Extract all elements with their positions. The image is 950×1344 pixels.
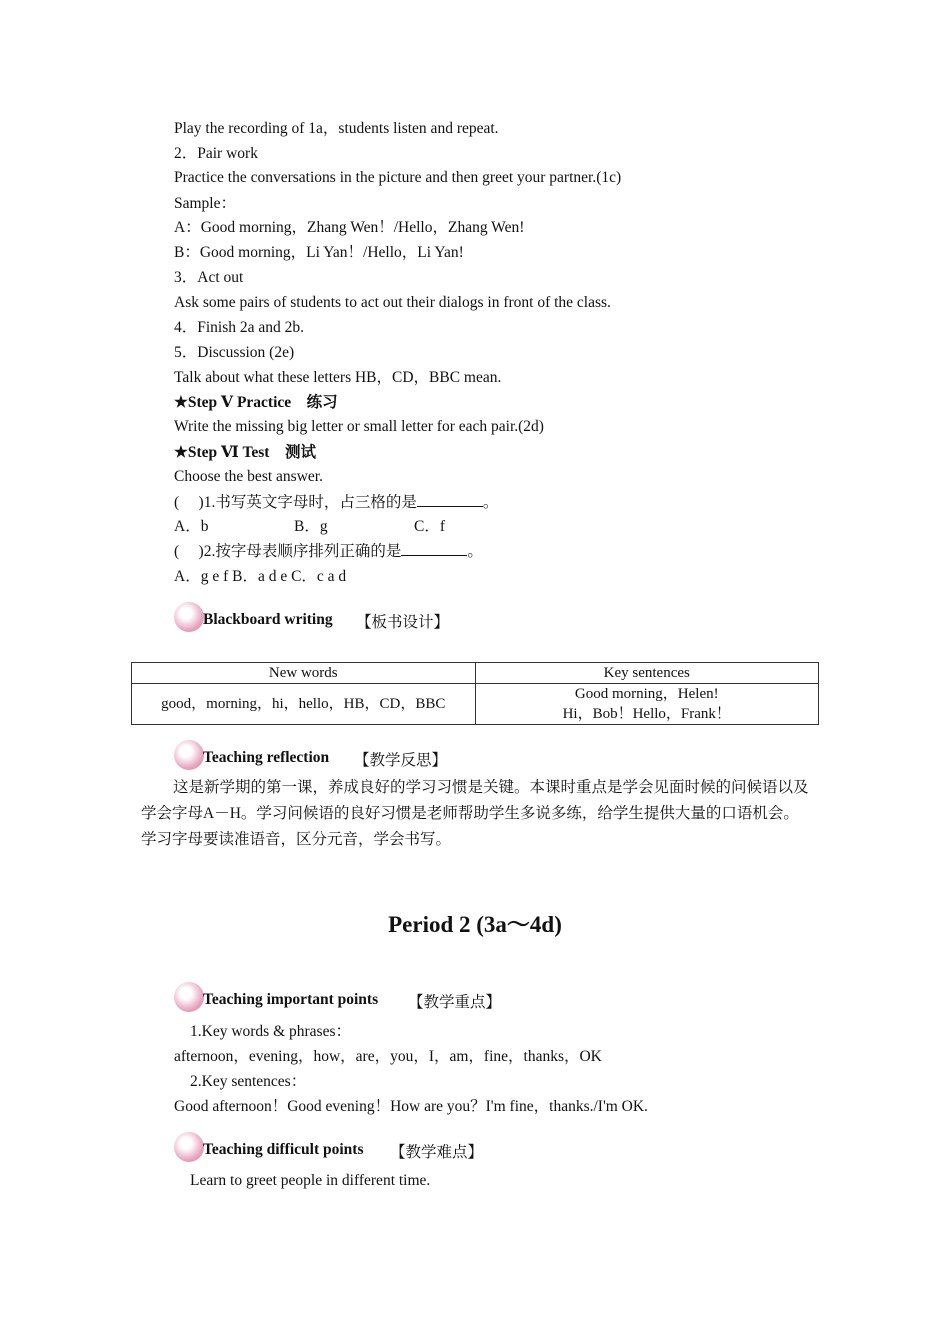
step-v-title: ★Step Ⅴ Practice 练习 — [174, 394, 338, 411]
key-sentences-list: Good afternoon！Good evening！How are you？I'm fine，thanks./I'm OK. — [174, 1098, 648, 1115]
pink-bullet-icon — [174, 1132, 204, 1162]
difficult-points-text: Learn to greet people in different time. — [190, 1172, 431, 1189]
section-title-cn: 【板书设计】 — [356, 614, 450, 631]
key-sentences-label: 2.Key sentences： — [190, 1073, 307, 1090]
section-title: Teaching important points — [203, 991, 379, 1008]
key-words-label: 1.Key words & phrases： — [190, 1023, 352, 1040]
sample-line-b: B：Good morning，Li Yan！/Hello，Li Yan! — [174, 244, 464, 261]
act-out-heading: 3．Act out — [174, 269, 244, 286]
table-header-new-words: New words — [132, 663, 476, 684]
section-title: Teaching difficult points — [203, 1141, 364, 1158]
discussion-heading: 5．Discussion (2e) — [174, 344, 295, 361]
section-title-cn: 【教学难点】 — [390, 1144, 484, 1161]
question-1-end: 。 — [482, 494, 499, 511]
table-cell-key-sentences — [475, 684, 819, 725]
pair-work-desc: Practice the conversations in the picture and then greet your partner.(1c) — [174, 169, 622, 186]
section-title: Blackboard writing — [203, 611, 333, 628]
section-title-cn: 【教学重点】 — [408, 994, 502, 1011]
step-v-desc: Write the missing big letter or small letter for each pair.(2d) — [174, 418, 544, 435]
answer-blank — [401, 541, 467, 556]
blackboard-table — [131, 662, 819, 725]
question-2-options: A．g e f B．a d e C．c a d — [174, 568, 347, 585]
act-out-desc: Ask some pairs of students to act out their dialogs in front of the class. — [174, 294, 611, 311]
question-1-options — [174, 517, 446, 537]
table-cell-new-words: good，morning，hi，hello，HB，CD，BBC — [132, 684, 476, 725]
pink-bullet-icon — [174, 982, 204, 1012]
discussion-desc: Talk about what these letters HB，CD，BBC mean. — [174, 369, 502, 386]
reflection-paragraph: 这是新学期的第一课，养成良好的学习习惯是关键。本课时重点是学会见面时候的问候语以及学会字母A－H。学习问候语的良好习惯是老师帮助学生多说多练，给学生提供大量的口语机会。学习字母要读准语音，区分元音，学会书写。 — [141, 779, 809, 848]
sample-label: Sample： — [174, 195, 236, 212]
section-title-cn: 【教学反思】 — [354, 752, 448, 769]
table-header-key-sentences: Key sentences — [475, 663, 819, 684]
question-2 — [174, 541, 483, 562]
key-sentence-1: Good morning，Helen! — [574, 686, 719, 702]
pink-bullet-icon — [174, 602, 204, 632]
option-b: B．g — [294, 518, 328, 535]
key-sentence-2: Hi，Bob！Hello，Frank！ — [562, 706, 731, 722]
option-c: C．f — [414, 518, 446, 535]
question-1 — [174, 492, 498, 513]
section-title: Teaching reflection — [203, 749, 330, 766]
option-a: A．b — [174, 518, 209, 535]
pair-work-heading: 2．Pair work — [174, 145, 258, 162]
page-title: Period 2 (3a～4d) — [388, 912, 562, 937]
instruction-line: Play the recording of 1a，students listen and repeat. — [174, 120, 499, 137]
pink-bullet-icon — [174, 740, 204, 770]
step-vi-title: ★Step Ⅵ Test 测试 — [174, 444, 316, 461]
question-2-text: ( )2.按字母表顺序排列正确的是 — [174, 543, 402, 560]
finish-line: 4．Finish 2a and 2b. — [174, 319, 305, 336]
sample-line-a: A：Good morning，Zhang Wen！/Hello，Zhang Wen! — [174, 219, 525, 236]
test-instruction: Choose the best answer. — [174, 468, 323, 485]
question-1-text: ( )1.书写英文字母时，占三格的是 — [174, 494, 417, 511]
question-2-end: 。 — [467, 543, 483, 560]
key-words-list: afternoon，evening，how，are，you，I，am，fine，thanks，OK — [174, 1048, 602, 1065]
answer-blank — [417, 492, 483, 507]
